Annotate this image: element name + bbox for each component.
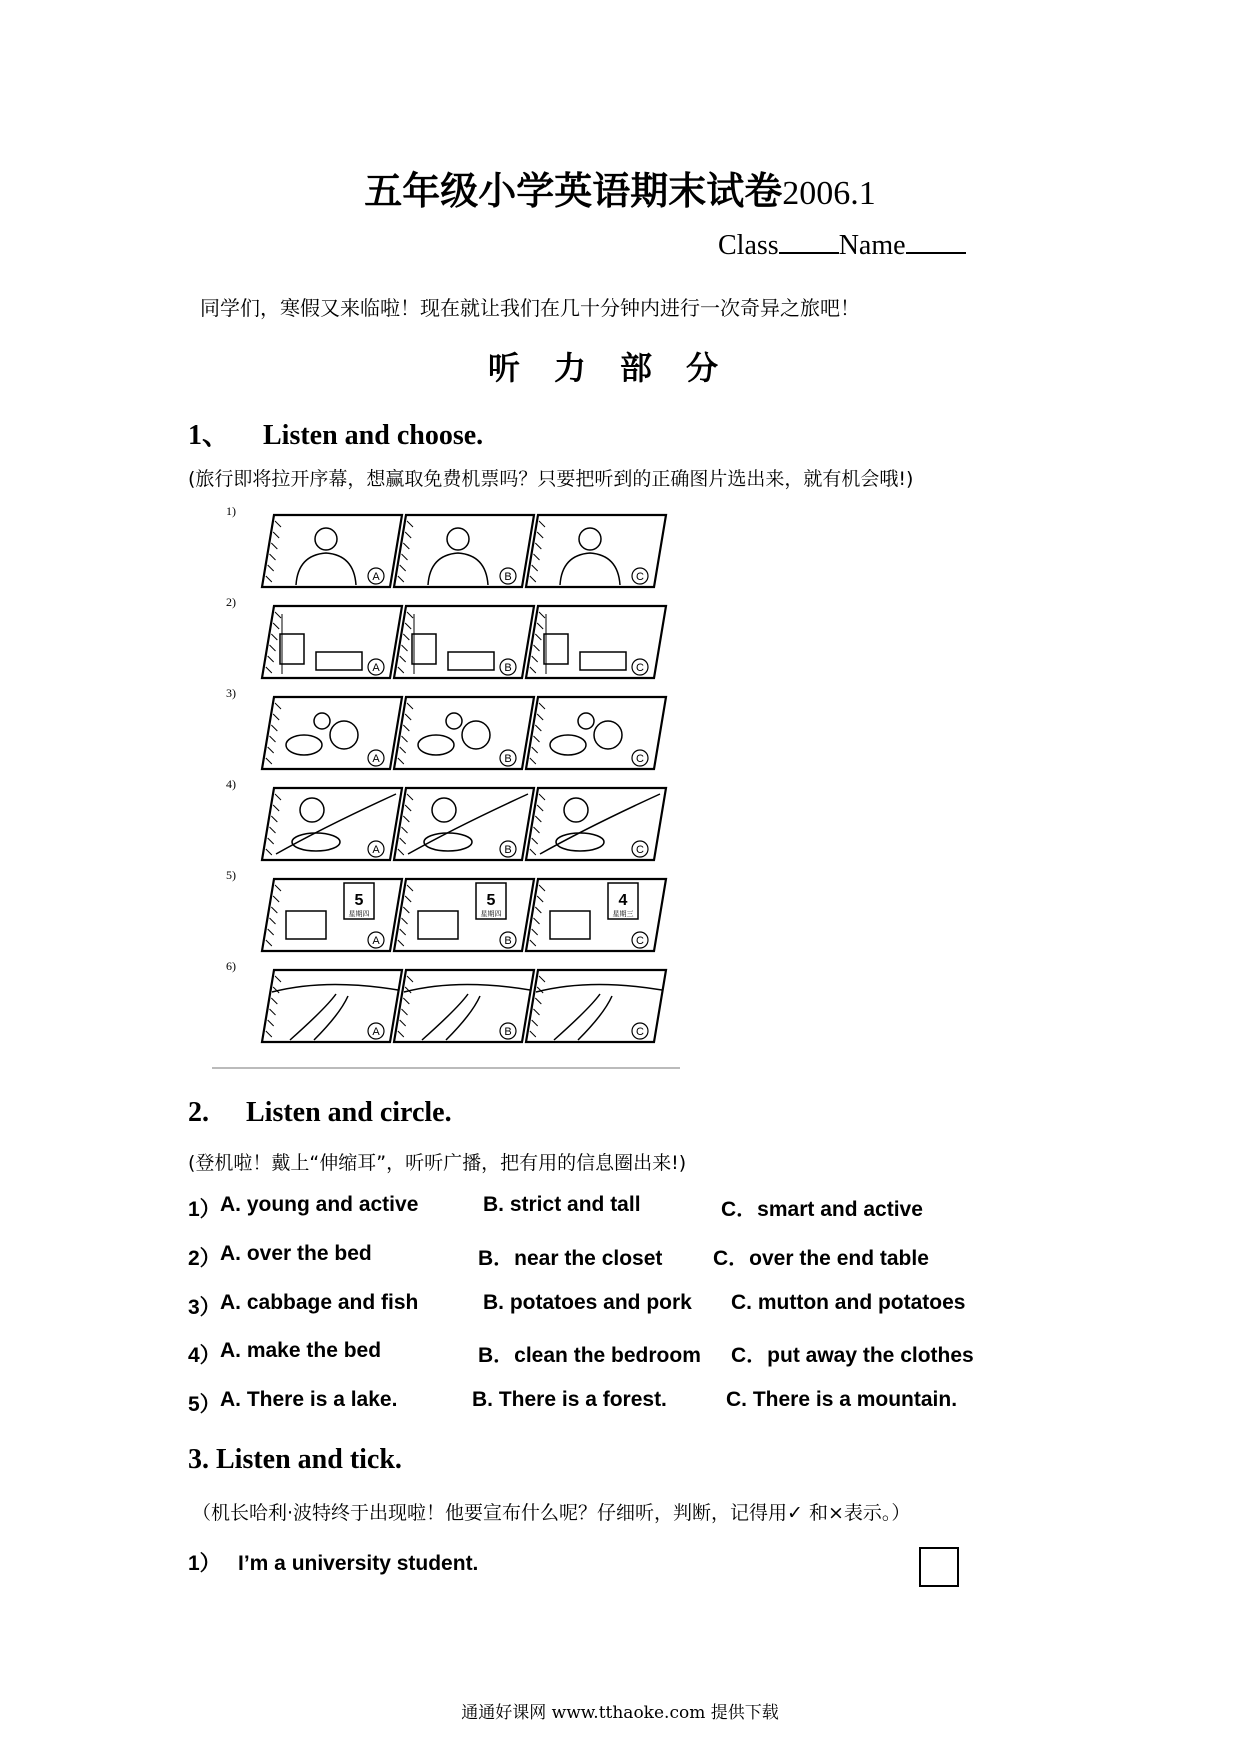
q2-item-number: 3） [188,1296,221,1319]
q3-note: （机长哈利·波特终于出现啦！他要宣布什么呢？仔细听，判断，记得用✓ 和×表示。） [192,1502,911,1524]
q2-item-number: 1） [188,1198,221,1221]
choice-letter: A [372,662,380,674]
exam-title [0,160,1240,215]
q1-picture-grid [212,505,692,1079]
q3-item-number: 1） [188,1552,221,1575]
choice-letter: C [636,753,644,765]
q2-option-a[interactable]: A. There is a lake. [220,1388,398,1411]
q2-option-c[interactable]: C. There is a mountain. [726,1388,958,1411]
section-title: 听力部分 [487,349,752,387]
choice-letter: A [372,844,380,856]
q1-row-label: 6) [226,959,236,973]
calendar-weekday: 星期四 [480,910,502,918]
q2-number: 2. [188,1097,209,1128]
choice-letter: B [504,935,512,947]
q1-picture-strips [212,505,692,1075]
choice-letter: B [504,1026,512,1038]
choice-letter: C [636,1026,644,1038]
q3-heading: 3. Listen and tick. [188,1444,402,1475]
intro-text: 同学们，寒假又来临啦！现在就让我们在几十分钟内进行一次奇异之旅吧！ [200,296,860,320]
q2-option-b[interactable]: B. strict and tall [483,1193,641,1216]
q2-note: (登机啦！戴上“伸缩耳”，听听广播，把有用的信息圈出来!) [188,1152,687,1174]
calendar-weekday: 星期三 [612,910,634,918]
footer-text: 通通好课网 www.tthaoke.com 提供下载 [461,1703,779,1723]
calendar-weekday: 星期四 [348,910,370,918]
q1-row-label: 5) [226,868,236,882]
q2-option-c[interactable]: C. mutton and potatoes [731,1291,966,1314]
q1-number: 1、 [188,420,231,451]
q2-option-c[interactable]: C．smart and active [721,1198,923,1221]
q1-row-label: 2) [226,595,236,609]
q1-note: (旅行即将拉开序幕，想赢取免费机票吗？只要把听到的正确图片选出来，就有机会哦!) [188,468,914,490]
q1-row-label: 3) [226,686,236,700]
q2-option-a[interactable]: A. make the bed [220,1339,382,1362]
choice-letter: C [636,662,644,674]
choice-letter: C [636,571,644,583]
q1-title: Listen and choose. [263,420,484,451]
q2-option-b[interactable]: B. There is a forest. [472,1388,667,1411]
q2-option-b[interactable]: B．clean the bedroom [478,1344,701,1367]
calendar-day: 4 [618,892,628,909]
q2-option-b[interactable]: B．near the closet [478,1247,663,1270]
choice-letter: B [504,753,512,765]
choice-letter: C [636,935,644,947]
q2-item-number: 5） [188,1393,221,1416]
class-blank[interactable] [779,230,839,254]
choice-letter: A [372,935,380,947]
choice-letter: B [504,662,512,674]
q2-option-a[interactable]: A. cabbage and fish [220,1291,419,1314]
choice-letter: C [636,844,644,856]
calendar-day: 5 [486,892,496,909]
choice-letter: B [504,571,512,583]
q1-row-label: 1) [226,505,236,518]
q2-option-a[interactable]: A. young and active [220,1193,419,1216]
q2-option-a[interactable]: A. over the bed [220,1242,372,1265]
q3-item-text: I’m a university student. [238,1552,479,1575]
tick-box[interactable] [919,1547,959,1587]
calendar-day: 5 [354,892,364,909]
exam-title-text: 五年级小学英语期末试卷 [364,168,783,213]
choice-letter: B [504,844,512,856]
choice-letter: A [372,753,380,765]
class-label: Class [718,230,779,261]
q3-item [188,1547,478,1577]
q1-row-label: 4) [226,777,236,791]
choice-letter: A [372,571,380,583]
q2-item-number: 4） [188,1344,221,1367]
q2-option-c[interactable]: C．put away the clothes [731,1344,974,1367]
q2-heading [188,1097,452,1129]
q1-heading [188,413,483,453]
exam-year: 2006.1 [782,175,876,212]
name-blank[interactable] [906,230,966,254]
q2-option-c[interactable]: C．over the end table [713,1247,929,1270]
q2-title: Listen and circle. [246,1097,452,1128]
name-label: Name [838,230,906,261]
q2-item-number: 2） [188,1247,221,1270]
choice-letter: A [372,1026,380,1038]
q2-option-b[interactable]: B. potatoes and pork [483,1291,692,1314]
class-name-line [718,230,966,262]
